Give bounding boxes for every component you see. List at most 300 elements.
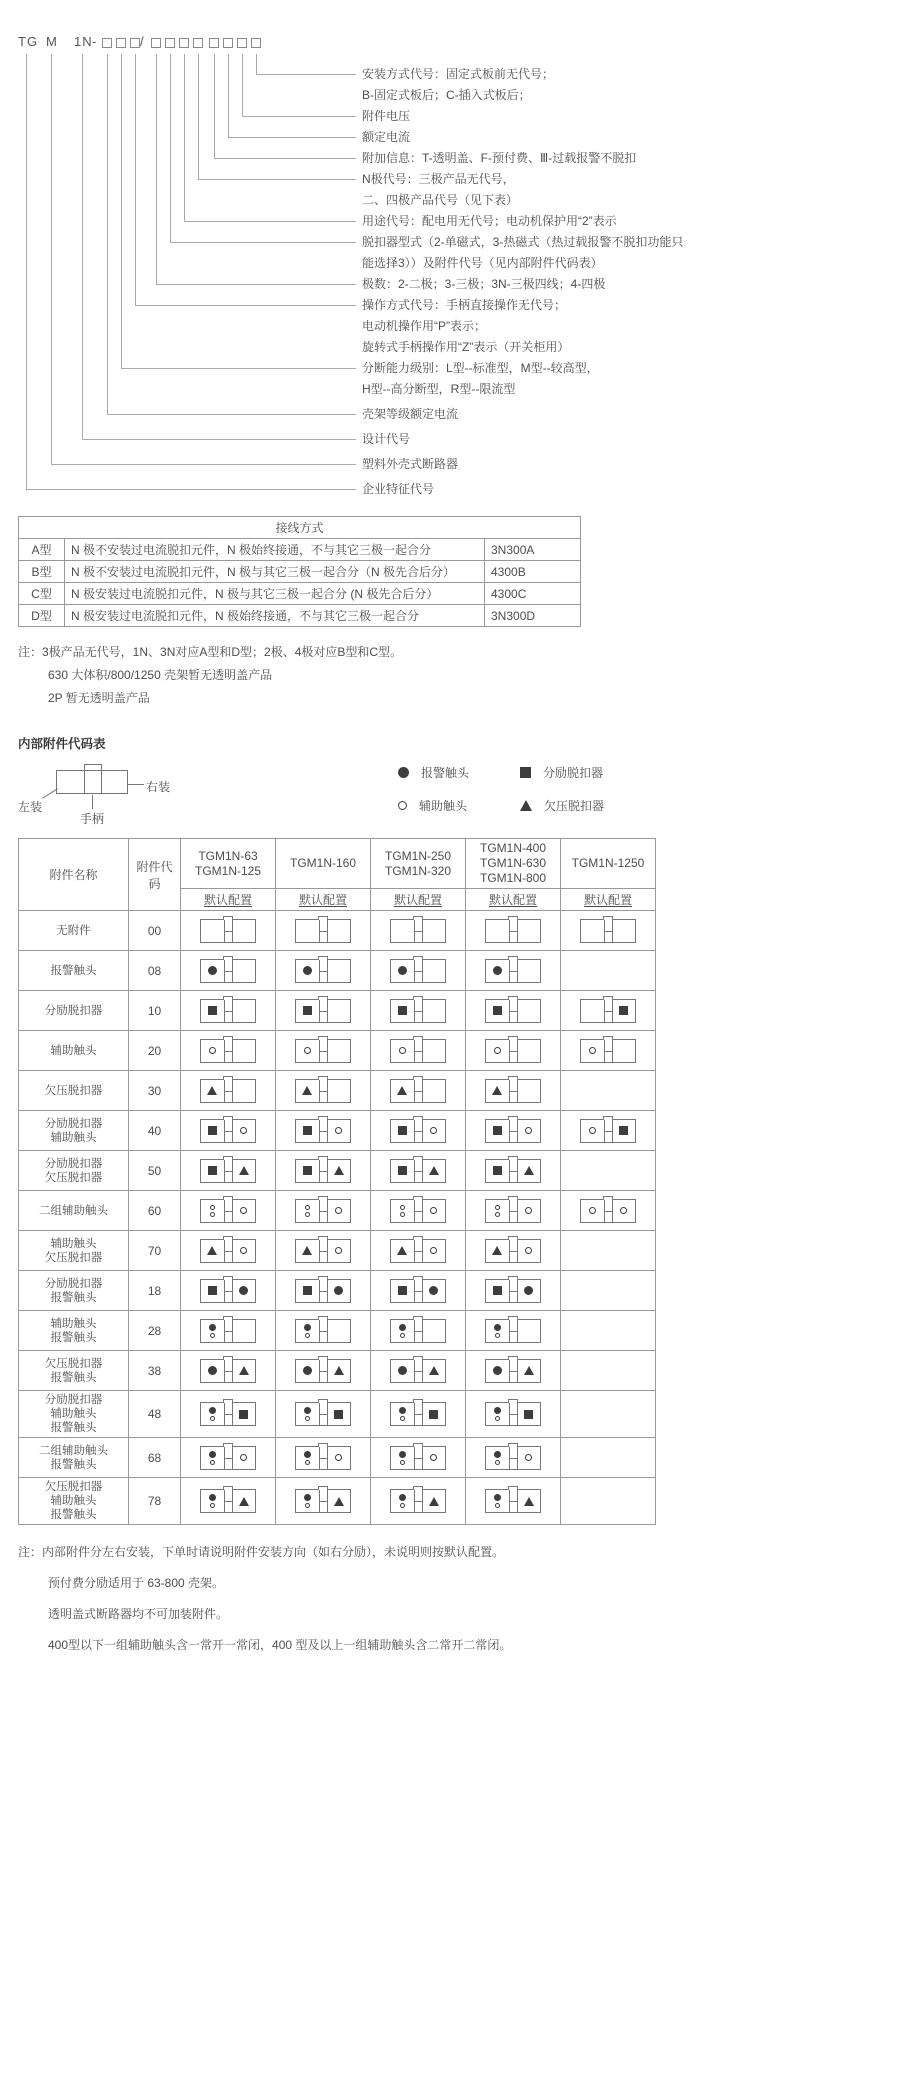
accessory-name-cell [19, 1231, 129, 1271]
code-placeholder-box [116, 38, 126, 48]
right-zone [518, 1280, 541, 1302]
right-zone [328, 960, 351, 982]
leader-line-vertical [26, 54, 27, 489]
aux-symbol-icon [495, 1460, 500, 1465]
product-name: TGM1N-1250 [571, 856, 645, 870]
uv-symbol-icon [239, 1497, 249, 1506]
config-diagram [200, 1489, 256, 1513]
config-cell [371, 991, 466, 1031]
left-zone [201, 1447, 224, 1469]
config-diagram [200, 1402, 256, 1426]
accessory-name-line: 分励脱扣器 [44, 1117, 103, 1130]
aux-symbol-icon [525, 1207, 532, 1214]
config-cell [561, 1071, 656, 1111]
leader-line-vertical [82, 54, 83, 439]
alarm-symbol-icon [304, 1494, 311, 1501]
left-zone [296, 1320, 319, 1342]
aux-symbol-icon [335, 1247, 342, 1254]
config-diagram [200, 1279, 256, 1303]
accessory-note-line: 400型以下一组辅助触头含一常开一常闭，400 型及以上一组辅助触头含二常开二常闭。 [48, 1638, 512, 1652]
left-zone [486, 1040, 509, 1062]
wiring-row [19, 583, 581, 605]
left-zone [486, 1320, 509, 1342]
leader-line-horizontal [214, 158, 356, 159]
config-cell [466, 1438, 561, 1478]
aux-symbol-icon [335, 1207, 342, 1214]
left-zone [486, 1360, 509, 1382]
config-cell [466, 951, 561, 991]
config-cell [371, 1391, 466, 1438]
wiring-row [19, 605, 581, 627]
aux-symbol-icon [495, 1212, 500, 1217]
accessory-name-header: 附件名称 [19, 839, 129, 911]
config-cell [181, 1111, 276, 1151]
code-label-text: 分断能力级别：L型--标准型，M型--较高型， [362, 361, 599, 375]
config-diagram [295, 1402, 351, 1426]
alarm-symbol-icon [399, 1324, 406, 1331]
config-diagram [485, 1119, 541, 1143]
default-config-label: 默认配置 [583, 893, 632, 907]
right-zone [518, 960, 541, 982]
accessory-row [19, 1391, 656, 1438]
accessory-row [19, 951, 656, 991]
right-zone [518, 1320, 541, 1342]
left-zone [486, 1000, 509, 1022]
alarm-symbol-icon [208, 966, 217, 975]
handle-strip [319, 1040, 328, 1062]
config-diagram [200, 1446, 256, 1470]
handle-strip [224, 1240, 233, 1262]
right-zone [328, 1000, 351, 1022]
right-zone [233, 1320, 256, 1342]
left-zone [296, 1447, 319, 1469]
code-placeholder-box [209, 38, 219, 48]
alarm-symbol-icon [494, 1494, 501, 1501]
handle-strip [319, 920, 328, 942]
leader-line-horizontal [51, 464, 356, 465]
uv-symbol-icon [207, 1086, 217, 1095]
config-diagram [390, 959, 446, 983]
code-placeholder-box [165, 38, 175, 48]
aux-symbol-icon [525, 1454, 532, 1461]
config-cell [466, 1071, 561, 1111]
uv-symbol-icon [334, 1166, 344, 1175]
left-zone [486, 1240, 509, 1262]
accessory-row [19, 991, 656, 1031]
right-zone [423, 1447, 446, 1469]
accessory-code-cell: 18 [129, 1271, 181, 1311]
config-cell [561, 1311, 656, 1351]
leader-line-vertical [184, 54, 185, 221]
code-placeholder-box [102, 38, 112, 48]
config-diagram [485, 919, 541, 943]
shunt-symbol-icon [303, 1286, 312, 1295]
right-zone [613, 1040, 636, 1062]
leader-line-vertical [256, 54, 257, 74]
config-diagram [580, 1039, 636, 1063]
leader-line-horizontal [198, 179, 356, 180]
accessory-code-cell: 78 [129, 1478, 181, 1525]
accessory-name-cell [19, 1071, 129, 1111]
config-cell [181, 1478, 276, 1525]
shunt-symbol-icon [208, 1166, 217, 1175]
config-diagram [200, 919, 256, 943]
shunt-symbol-icon [520, 767, 531, 778]
accessory-name-cell [19, 1151, 129, 1191]
left-zone [201, 1360, 224, 1382]
left-zone [486, 1447, 509, 1469]
handle-strip [224, 1360, 233, 1382]
accessory-name-line: 辅助触头 [50, 1237, 97, 1250]
left-zone [391, 1360, 414, 1382]
aux-symbol-icon [305, 1333, 310, 1338]
legend-item [520, 764, 670, 781]
config-diagram [295, 1079, 351, 1103]
config-cell [181, 1311, 276, 1351]
alarm-symbol-icon [209, 1451, 216, 1458]
uv-symbol-icon [334, 1497, 344, 1506]
accessory-row [19, 1351, 656, 1391]
left-zone [581, 1000, 604, 1022]
left-zone [296, 1160, 319, 1182]
right-zone [233, 1490, 256, 1512]
handle-strip [509, 1040, 518, 1062]
handle-strip [224, 1447, 233, 1469]
left-zone [486, 1280, 509, 1302]
uv-symbol-icon [492, 1246, 502, 1255]
config-cell [276, 1151, 371, 1191]
left-zone [391, 1200, 414, 1222]
handle-strip [509, 1240, 518, 1262]
shunt-symbol-icon [524, 1410, 533, 1419]
handle-strip [509, 1000, 518, 1022]
accessory-row [19, 1071, 656, 1111]
accessory-name-line: 分励脱扣器 [44, 1157, 103, 1170]
accessory-name-line: 分励脱扣器 [44, 1277, 103, 1290]
accessory-name-line: 欠压脱扣器 [44, 1084, 103, 1097]
handle-strip [414, 1040, 423, 1062]
right-zone [613, 1200, 636, 1222]
right-pointer-line [128, 784, 144, 785]
config-diagram [485, 1279, 541, 1303]
config-diagram [200, 1239, 256, 1263]
leader-line-horizontal [121, 368, 356, 369]
config-diagram [485, 1319, 541, 1343]
config-cell [371, 1151, 466, 1191]
handle-strip [224, 1080, 233, 1102]
right-zone [518, 1403, 541, 1425]
handle-strip [319, 1120, 328, 1142]
code-placeholder-box [251, 38, 261, 48]
right-zone [423, 920, 446, 942]
code-placeholder-box [130, 38, 140, 48]
code-label-text: 能选择3））及附件代号（见内部附件代码表） [362, 256, 603, 270]
handle-strip [224, 1403, 233, 1425]
left-zone [201, 1280, 224, 1302]
left-zone [581, 1120, 604, 1142]
left-zone [296, 1120, 319, 1142]
leader-line-horizontal [170, 242, 356, 243]
code-label-text: 设计代号 [362, 432, 411, 446]
alarm-symbol-icon [494, 1324, 501, 1331]
leader-line-vertical [51, 54, 52, 464]
config-diagram [485, 1446, 541, 1470]
left-zone [391, 1320, 414, 1342]
aux-symbol-icon [305, 1205, 310, 1210]
leader-line-vertical [156, 54, 157, 284]
code-label-text: 二、四极产品代号（见下表） [362, 193, 519, 207]
left-zone [486, 1200, 509, 1222]
config-cell [371, 1351, 466, 1391]
leader-line-horizontal [135, 305, 356, 306]
config-cell [466, 1031, 561, 1071]
shunt-symbol-icon [334, 1410, 343, 1419]
right-zone [233, 960, 256, 982]
right-zone [328, 1120, 351, 1142]
config-diagram [295, 1239, 351, 1263]
handle-strip [509, 1403, 518, 1425]
handle-tab [84, 764, 102, 770]
aux-symbol-icon [399, 1047, 406, 1054]
aux-symbol-icon [400, 1416, 405, 1421]
handle-strip [604, 1200, 613, 1222]
aux-symbol-icon [525, 1127, 532, 1134]
left-zone [201, 960, 224, 982]
config-diagram [390, 999, 446, 1023]
config-cell [276, 1231, 371, 1271]
right-zone [423, 1000, 446, 1022]
code-label-text: N极代号：三极产品无代号， [362, 172, 515, 186]
config-diagram [295, 1119, 351, 1143]
wiring-note-line: 注：3极产品无代号，1N、3N对应A型和D型；2极、4极对应B型和C型。 [18, 645, 403, 659]
config-diagram [200, 999, 256, 1023]
wiring-note-line: 2P 暂无透明盖产品 [48, 691, 150, 705]
accessory-name-line: 报警触头 [50, 1331, 97, 1344]
right-zone [328, 1360, 351, 1382]
alarm-symbol-icon [494, 1451, 501, 1458]
shunt-symbol-icon [619, 1126, 628, 1135]
uv-symbol-icon [302, 1086, 312, 1095]
right-zone [328, 1490, 351, 1512]
accessory-name-cell [19, 1311, 129, 1351]
aux-symbol-icon [240, 1247, 247, 1254]
accessory-name-line: 辅助触头 [50, 1495, 97, 1507]
config-cell [181, 1391, 276, 1438]
shunt-symbol-icon [493, 1006, 502, 1015]
config-diagram [580, 1199, 636, 1223]
shunt-symbol-icon [493, 1126, 502, 1135]
accessory-row [19, 1031, 656, 1071]
shunt-symbol-icon [208, 1006, 217, 1015]
right-zone [233, 1040, 256, 1062]
right-zone [518, 1447, 541, 1469]
handle-strip [509, 1490, 518, 1512]
accessory-code-cell: 28 [129, 1311, 181, 1351]
left-zone [201, 1320, 224, 1342]
shunt-symbol-icon [303, 1006, 312, 1015]
leader-line-vertical [198, 54, 199, 179]
handle-strip [414, 1120, 423, 1142]
handle-strip [319, 1160, 328, 1182]
right-zone [423, 1160, 446, 1182]
aux-symbol-icon [400, 1460, 405, 1465]
config-cell [276, 1071, 371, 1111]
right-zone [328, 1080, 351, 1102]
accessory-row [19, 1191, 656, 1231]
config-cell [466, 1311, 561, 1351]
handle-strip [224, 920, 233, 942]
handle-strip [414, 960, 423, 982]
accessory-name-cell [19, 1391, 129, 1438]
product-name: TGM1N-160 [289, 856, 357, 870]
left-zone [296, 960, 319, 982]
right-zone [518, 920, 541, 942]
config-cell [181, 1071, 276, 1111]
right-zone [233, 1160, 256, 1182]
config-diagram [390, 1039, 446, 1063]
right-zone [328, 1320, 351, 1342]
leader-line-vertical [228, 54, 229, 137]
accessory-code-cell: 68 [129, 1438, 181, 1478]
code-placeholder-box [151, 38, 161, 48]
accessory-code-cell: 00 [129, 911, 181, 951]
right-zone [423, 1080, 446, 1102]
aux-symbol-icon [400, 1212, 405, 1217]
config-cell [181, 1031, 276, 1071]
accessory-name-cell [19, 1031, 129, 1071]
right-zone [518, 1040, 541, 1062]
uv-symbol-icon [492, 1086, 502, 1095]
alarm-symbol-icon [303, 1366, 312, 1375]
config-cell [276, 1271, 371, 1311]
config-cell [561, 1271, 656, 1311]
config-cell [561, 991, 656, 1031]
config-diagram [580, 919, 636, 943]
right-zone [328, 920, 351, 942]
aux-symbol-icon [240, 1207, 247, 1214]
config-diagram [200, 1119, 256, 1143]
right-zone [423, 1040, 446, 1062]
code-label-text: B-固定式板后；C-插入式板后； [362, 88, 531, 102]
wiring-row [19, 561, 581, 583]
config-diagram [390, 1279, 446, 1303]
alarm-symbol-icon [493, 966, 502, 975]
accessory-code-cell: 30 [129, 1071, 181, 1111]
wiring-table-title-row [19, 517, 581, 539]
config-cell [561, 1231, 656, 1271]
aux-symbol-icon [209, 1047, 216, 1054]
aux-symbol-icon [495, 1333, 500, 1338]
default-config-label: 默认配置 [488, 893, 537, 907]
handle-strip [414, 1280, 423, 1302]
accessory-name-cell [19, 1438, 129, 1478]
config-diagram [485, 1239, 541, 1263]
wiring-code-cell: 4300C [485, 583, 581, 605]
right-zone [518, 1000, 541, 1022]
wiring-desc-cell: N 极安装过电流脱扣元件，N 极与其它三极一起合分 (N 极先合后分） [65, 583, 485, 605]
accessory-header-row [19, 839, 656, 889]
accessory-table-body [19, 911, 656, 1525]
product-header [371, 839, 466, 889]
product-name: TGM1N-320 [384, 863, 452, 878]
default-config-label: 默认配置 [298, 893, 347, 907]
config-cell [276, 1191, 371, 1231]
handle-strip [414, 1403, 423, 1425]
product-name: TGM1N-630 [479, 856, 547, 870]
code-label-text: 旋转式手柄操作用“Z”表示（开关柜用） [362, 340, 570, 354]
accessory-name-line: 二组辅助触头 [39, 1204, 108, 1217]
aux-symbol-icon [210, 1503, 215, 1508]
wiring-table-body [19, 539, 581, 627]
config-cell [561, 1438, 656, 1478]
accessory-name-line: 辅助触头 [50, 1131, 97, 1144]
accessory-name-line: 欠压脱扣器 [44, 1251, 103, 1264]
handle-pointer-line [92, 795, 93, 809]
handle-strip [604, 1120, 613, 1142]
left-zone [296, 1040, 319, 1062]
left-zone [201, 1040, 224, 1062]
handle-strip [224, 1120, 233, 1142]
uv-symbol-icon [429, 1497, 439, 1506]
handle-label: 手柄 [80, 812, 105, 826]
product-header [276, 839, 371, 889]
uv-symbol-icon [334, 1366, 344, 1375]
code-placeholder-box [179, 38, 189, 48]
right-zone [613, 1120, 636, 1142]
config-diagram [390, 1489, 446, 1513]
right-zone [423, 1320, 446, 1342]
left-zone [581, 1200, 604, 1222]
accessory-code-cell: 48 [129, 1391, 181, 1438]
product-header [466, 839, 561, 889]
legend-item [398, 764, 520, 781]
shunt-symbol-icon [239, 1410, 248, 1419]
uv-symbol-icon [239, 1166, 249, 1175]
alarm-symbol-icon [398, 767, 409, 778]
accessory-section-title: 内部附件代码表 [18, 737, 106, 751]
wiring-type-cell: B型 [19, 561, 65, 583]
wiring-type-cell: D型 [19, 605, 65, 627]
aux-symbol-icon [240, 1454, 247, 1461]
code-placeholder-box [223, 38, 233, 48]
right-zone [423, 1280, 446, 1302]
leader-line-vertical [135, 54, 136, 305]
alarm-symbol-icon [209, 1407, 216, 1414]
config-cell [181, 991, 276, 1031]
legend-label: 报警触头 [421, 766, 470, 780]
config-cell [371, 1111, 466, 1151]
legend-label: 辅助触头 [419, 799, 468, 813]
handle-strip [319, 1403, 328, 1425]
config-diagram [200, 1199, 256, 1223]
config-cell [371, 1478, 466, 1525]
alarm-symbol-icon [304, 1451, 311, 1458]
shunt-symbol-icon [619, 1006, 628, 1015]
config-cell [466, 1478, 561, 1525]
right-zone [328, 1200, 351, 1222]
handle-strip [414, 1200, 423, 1222]
handle-strip [604, 1000, 613, 1022]
product-name: TGM1N-400 [479, 841, 547, 855]
right-zone [423, 1120, 446, 1142]
right-zone [518, 1080, 541, 1102]
shunt-symbol-icon [398, 1166, 407, 1175]
uv-symbol-icon [397, 1246, 407, 1255]
accessory-name-line: 辅助触头 [50, 1317, 97, 1330]
accessory-note-line: 注：内部附件分左右安装，下单时请说明附件安装方向（如右分励），未说明则按默认配置。 [18, 1545, 505, 1559]
accessory-code-cell: 60 [129, 1191, 181, 1231]
config-diagram [580, 999, 636, 1023]
